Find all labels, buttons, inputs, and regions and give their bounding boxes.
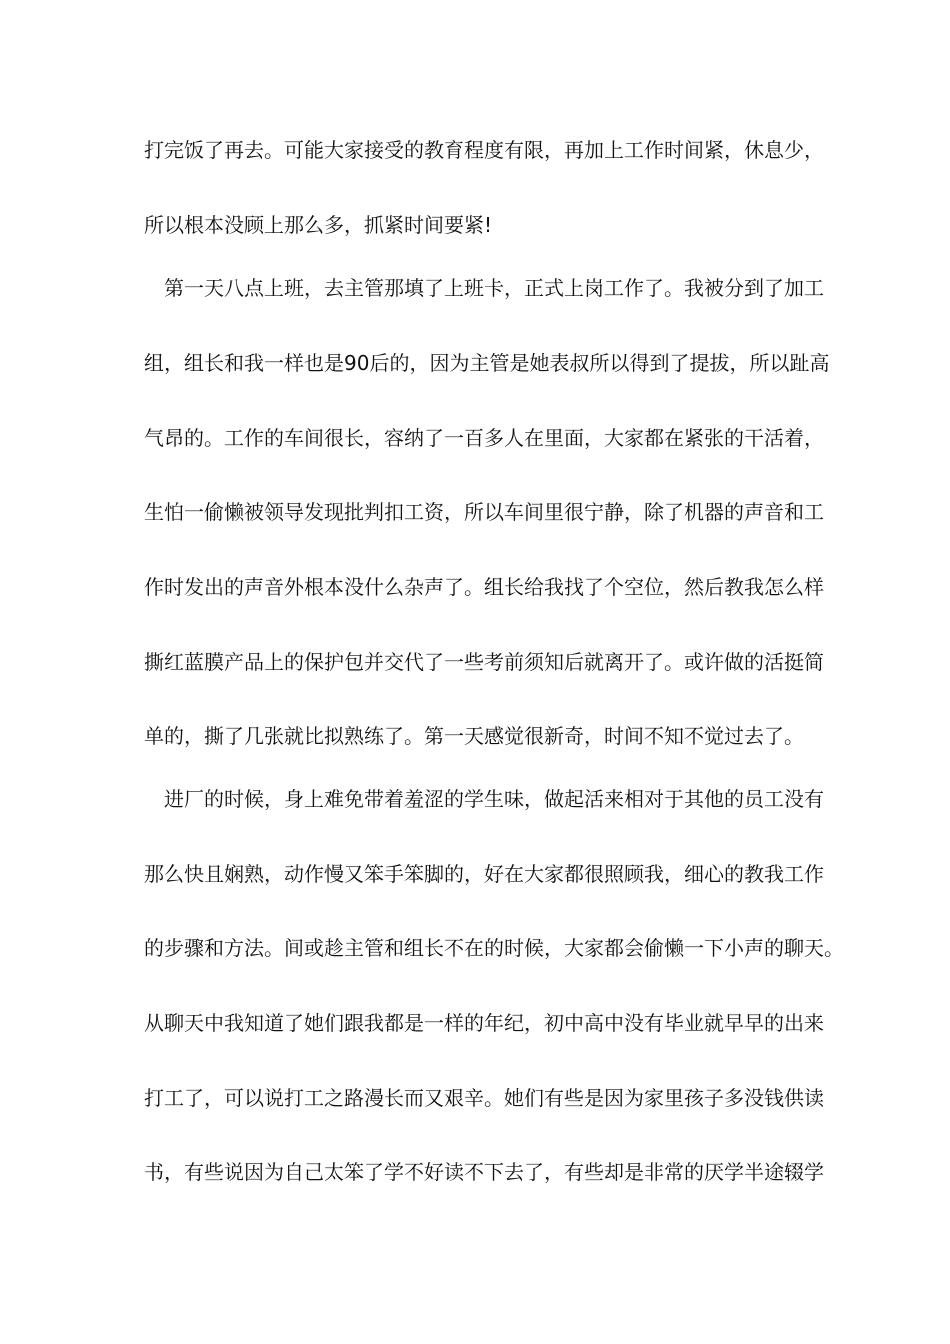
text-line: 书，有些说因为自己太笨了学不好读不下去了，有些却是非常的厌学半途辍学: [144, 1160, 824, 1184]
text-line: 撕红蓝膜产品上的保护包并交代了一些考前须知后就离开了。或许做的活挺简: [144, 650, 824, 674]
text-line: 作时发出的声音外根本没什么杂声了。组长给我找了个空位，然后教我怎么样: [144, 575, 824, 599]
text-line: 的步骤和方法。间或趁主管和组长不在的时候，大家都会偷懒一下小声的聊天。: [144, 936, 844, 960]
text-line: 从聊天中我知道了她们跟我都是一样的年纪，初中高中没有毕业就早早的出来: [144, 1011, 824, 1035]
paragraph-start-line: 第一天八点上班，去主管那填了上班卡，正式上岗工作了。我被分到了加工: [164, 276, 824, 300]
text-line: 打工了，可以说打工之路漫长而又艰辛。她们有些是因为家里孩子多没钱供读: [144, 1086, 824, 1110]
text-line: 气昂的。工作的车间很长，容纳了一百多人在里面，大家都在紧张的干活着，: [144, 426, 824, 450]
text-line: 生怕一偷懒被领导发现批判扣工资，所以车间里很宁静，除了机器的声音和工: [144, 500, 824, 524]
text-line: 那么快且娴熟，动作慢又笨手笨脚的，好在大家都很照顾我，细心的教我工作: [144, 862, 824, 886]
text-line: 打完饭了再去。可能大家接受的教育程度有限，再加上工作时间紧，休息少，: [144, 138, 824, 162]
text-line: 组，组长和我一样也是90后的，因为主管是她表叔所以得到了提拔，所以趾高: [144, 351, 830, 375]
paragraph-start-line: 进厂的时候，身上难免带着羞涩的学生味，做起活来相对于其他的员工没有: [164, 787, 824, 811]
text-line: 单的，撕了几张就比拟熟练了。第一天感觉很新奇，时间不知不觉过去了。: [144, 724, 804, 748]
text-line: 所以根本没顾上那么多，抓紧时间要紧!: [144, 213, 493, 237]
